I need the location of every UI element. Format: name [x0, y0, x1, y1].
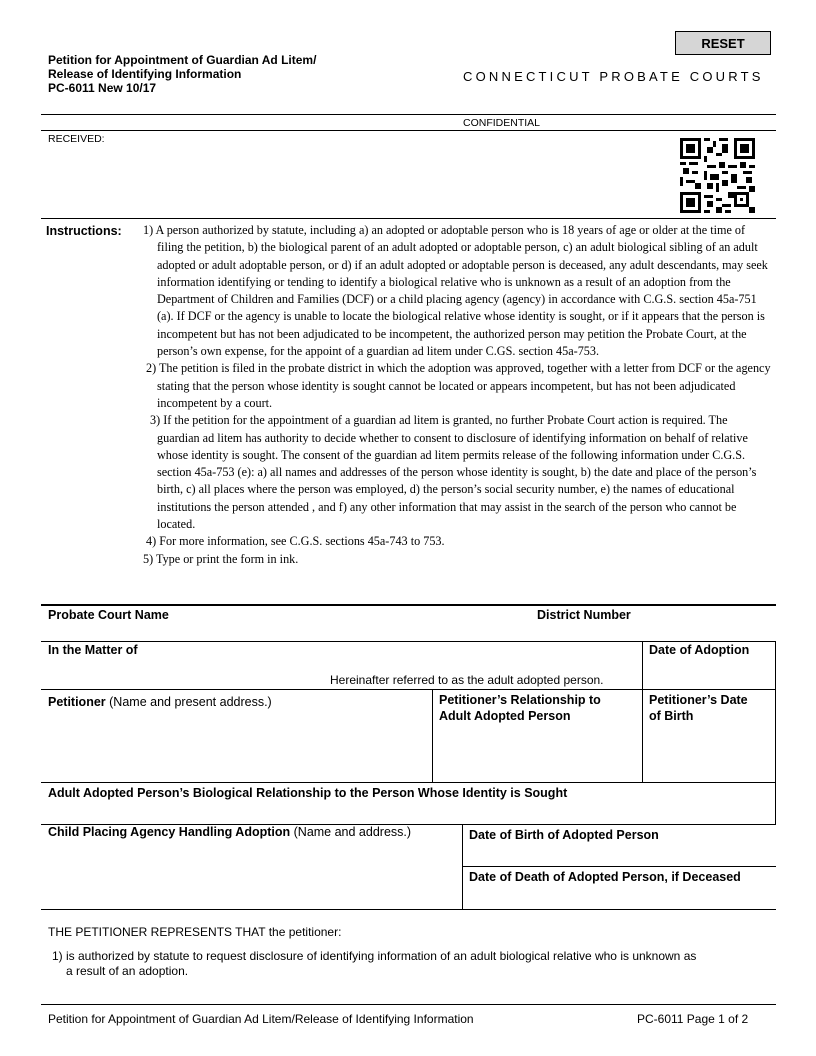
date-of-adoption-label: Date of Adoption: [649, 643, 750, 657]
instruction-item: 5) Type or print the form in ink.: [143, 551, 299, 566]
in-the-matter-of-input[interactable]: [48, 658, 628, 672]
divider: [41, 909, 776, 910]
petitioner-input[interactable]: [48, 712, 423, 776]
dob-adopted-input[interactable]: [469, 845, 769, 861]
agency-label: [48, 825, 411, 839]
instructions-list: [140, 222, 772, 568]
dod-adopted-label: Date of Death of Adopted Person, if Deceased: [469, 870, 741, 884]
bio-relationship-input[interactable]: [48, 803, 768, 819]
represents-item-line-1: 1) is authorized by statute to request disclosure of identifying information of an adult biological relative who is unknown as: [52, 949, 697, 963]
divider: [41, 604, 776, 606]
hereinafter-text: Hereinafter referred to as the adult adopted person.: [330, 673, 604, 687]
date-of-adoption-input[interactable]: [649, 662, 769, 678]
instruction-item: 2) The petition is filed in the probate district in which the adoption was approved, together with a letter from DCF or the agency stating that the person whose identity is sought cannot be located or appears incompetent, but has not been adjudicated incompetent by a court.: [146, 361, 771, 410]
instruction-item: 3) If the petition for the appointment of a guardian ad litem is granted, no further Probate Court action is required. The guardian ad litem has authority to decide whether to consent to disclosure of identifying information on behalf of relative whose identity is sought. The consent of the guardian ad litem permits release of the following information under C.G.S. section 45a-753 (e): a) all names and addresses of the person whose identity is sought, b) the date and place of the person’s birth, c) all places where the person was employed, d) the person’s social security number, e) the names of educational institutions the person attended , and f) any other information that may assist in the search of the person who cannot be located.: [150, 413, 757, 532]
footer-form-title: Petition for Appointment of Guardian Ad Litem/Release of Identifying Information: [48, 1012, 474, 1026]
divider: [432, 689, 433, 782]
received-label: RECEIVED:: [48, 133, 105, 145]
petitioner-label-text: Petitioner: [48, 695, 106, 709]
court-name: CONNECTICUT PROBATE COURTS: [463, 69, 764, 84]
petitioner-dob-input[interactable]: [649, 728, 769, 744]
confidential-label: CONFIDENTIAL: [463, 117, 541, 129]
agency-label-text: Child Placing Agency Handling Adoption: [48, 825, 291, 839]
represents-item-line-2: a result of an adoption.: [66, 964, 189, 978]
in-the-matter-of-label: In the Matter of: [48, 643, 138, 657]
divider: [41, 641, 776, 642]
divider: [41, 218, 776, 219]
agency-note: (Name and address.): [293, 825, 412, 839]
relationship-label-line-1: Petitioner’s Relationship to: [439, 693, 601, 707]
petitioner-label: [48, 695, 272, 709]
qr-code-icon: [680, 138, 755, 213]
represents-heading: THE PETITIONER REPRESENTS THAT the petitioner:: [48, 925, 342, 939]
divider: [41, 782, 776, 783]
district-number-input[interactable]: [537, 624, 767, 640]
reset-button[interactable]: RESET: [675, 31, 771, 55]
divider: [642, 641, 643, 689]
divider: [642, 689, 643, 782]
divider: [775, 641, 776, 783]
petitioner-dob-label-line-2: of Birth: [649, 709, 694, 723]
divider: [41, 114, 776, 115]
divider: [462, 866, 776, 867]
divider: [775, 782, 776, 824]
instruction-item: 4) For more information, see C.G.S. sections 45a-743 to 753.: [146, 534, 445, 549]
form-title-line-2: Release of Identifying Information: [48, 67, 242, 81]
instructions-label: Instructions:: [46, 224, 122, 238]
petitioner-dob-label: [649, 692, 748, 724]
relationship-input[interactable]: [439, 728, 635, 744]
dod-adopted-input[interactable]: [469, 887, 769, 903]
relationship-label-line-2: Adult Adopted Person: [439, 709, 571, 723]
divider: [41, 130, 776, 131]
probate-court-name-input[interactable]: [48, 624, 518, 640]
dob-adopted-label: Date of Birth of Adopted Person: [469, 828, 659, 842]
instruction-item: 1) A person authorized by statute, including a) an adopted or adoptable person who is 18 years of age or older at the time of filing the petition, b) the biological parent of an adult adopted or adoptable person, c) an adult biological sibling of an adult adopted or adult adoptable person, or d) if an adult adopted or adoptable person is deceased, any adult descendants, may seek information identifying or tending to identify a biological relative who is unknown as a result of an adoption from the Department of Children and Families (DCF) or a child placing agency (agency) in accordance with C.G.S. section 45a-751 (a). If DCF or the agency is unable to locate the biological relative whose identity is sought, or if it appears that the person is incompetent but has not been adjudicated to be incompetent, the authorized person may petition the Probate Court, at the person’s own expense, for the appoint of a guardian ad litem under C.GS. section 45a-753.: [143, 223, 768, 359]
footer-page-number: PC-6011 Page 1 of 2: [637, 1012, 749, 1026]
agency-input[interactable]: [48, 844, 453, 904]
form-title: [48, 53, 316, 95]
petitioner-note: (Name and present address.): [109, 695, 272, 709]
form-title-line-1: Petition for Appointment of Guardian Ad Litem/: [48, 53, 317, 67]
relationship-label: [439, 692, 601, 724]
bio-relationship-label: Adult Adopted Person’s Biological Relationship to the Person Whose Identity is Sought: [48, 786, 568, 800]
divider: [41, 689, 776, 690]
probate-court-name-label: Probate Court Name: [48, 608, 169, 622]
form-number: PC-6011 New 10/17: [48, 81, 157, 95]
petitioner-dob-label-line-1: Petitioner’s Date: [649, 693, 748, 707]
divider: [41, 1004, 776, 1005]
district-number-label: District Number: [537, 608, 631, 622]
